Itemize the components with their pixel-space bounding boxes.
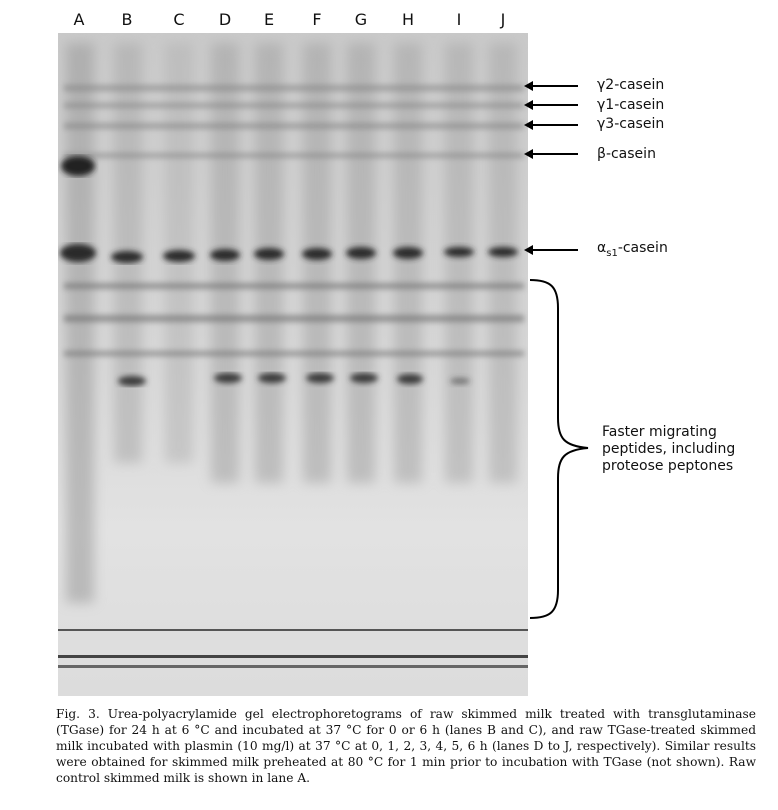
dye-front-line-2: [58, 655, 528, 658]
lane-label-g: G: [354, 10, 368, 29]
gel-figure: [58, 33, 528, 696]
label-suffix: -casein: [605, 146, 656, 162]
lane-label-a: A: [73, 10, 85, 29]
figure-caption: Fig. 3. Urea-polyacrylamide gel electrophoretograms of raw skimmed milk treated with transglutaminase (TGase) for 24 h at 6 °C and incubated at 37 °C for 0 or 6 h (lanes B and C), and raw TGase-treated skimmed milk incubated with plasmin (10 mg/l) at 37 °C at 0, 1, 2, 3, 4, 5, 6 h (lanes D to J, respectively). Similar results were obtained for skimmed milk preheated at 80 °C for 1 min prior to incubation with TGase (not shown). Raw control skimmed milk is shown in lane A.: [56, 707, 756, 785]
lane-label-b: B: [121, 10, 133, 29]
brace-label-line: proteose peptones: [602, 458, 734, 474]
label-subscript: s1: [606, 247, 618, 259]
label-greek: γ2: [597, 77, 615, 93]
arrow-icon: [526, 249, 578, 251]
label-suffix: -casein: [614, 77, 665, 93]
lane-label-j: J: [500, 10, 506, 29]
label-suffix: -casein: [614, 116, 665, 132]
label-suffix: -casein: [614, 97, 665, 113]
lane-label-i: I: [456, 10, 462, 29]
label-greek: α: [597, 240, 607, 256]
dye-front-line-3: [58, 665, 528, 668]
lane-label-h: H: [401, 10, 415, 29]
lane-label-d: D: [218, 10, 232, 29]
brace-label: [602, 424, 752, 475]
label-greek: γ3: [597, 116, 615, 132]
arrow-icon: [526, 124, 578, 126]
label-greek: γ1: [597, 97, 615, 113]
lane-label-e: E: [263, 10, 275, 29]
label-greek: β: [597, 146, 606, 162]
lane-label-f: F: [312, 10, 322, 29]
dye-front-line-1: [58, 629, 528, 631]
lane-label-c: C: [173, 10, 185, 29]
arrow-icon: [526, 153, 578, 155]
beta-band-lane-a: [61, 156, 95, 176]
arrow-icon: [526, 104, 578, 106]
brace-label-line: peptides, including: [602, 441, 736, 457]
arrow-icon: [526, 85, 578, 87]
label-suffix: -casein: [617, 240, 668, 256]
curly-brace-icon: [528, 278, 598, 620]
brace-label-line: Faster migrating: [602, 424, 717, 440]
gel-image: [58, 33, 528, 696]
